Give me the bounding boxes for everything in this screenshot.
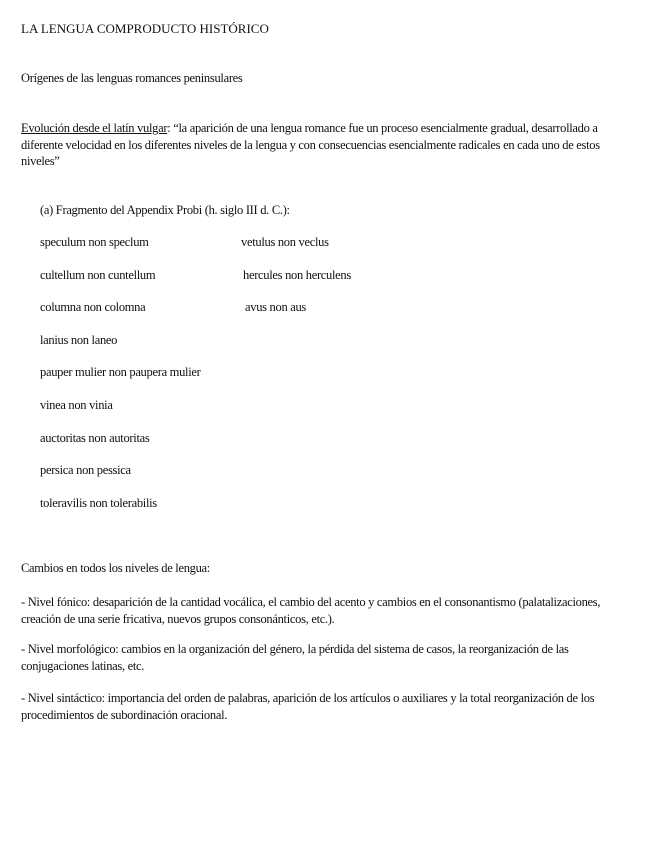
evolution-label: Evolución desde el latín vulgar <box>21 121 168 135</box>
change-item-sintactico: - Nivel sintáctico: importancia del orden de palabras, aparición de los artículos o auxiliares y la total reorganización de los procedimientos de subordinación oracional. <box>21 691 595 722</box>
evolution-paragraph <box>21 120 633 170</box>
change-item-fonico: - Nivel fónico: desaparición de la cantidad vocálica, el cambio del acento y cambios en el consonantismo (palatalizaciones, creación de una serie fricativa, nuevos grupos consonánticos, etc.). <box>21 595 601 626</box>
changes-heading: Cambios en todos los niveles de lengua: <box>21 561 210 575</box>
section-subtitle: Orígenes de las lenguas romances peninsulares <box>21 71 243 85</box>
page-title: LA LENGUA COMPRODUCTO HISTÓRICO <box>21 21 269 36</box>
change-item-morfologico: - Nivel morfológico: cambios en la organización del género, la pérdida del sistema de casos, la reorganización de las conjugaciones latinas, etc. <box>21 642 569 673</box>
appendix-heading: (a) Fragmento del Appendix Probi (h. siglo III d. C.): <box>40 203 290 217</box>
appendix-row-right: avus non aus <box>245 300 306 314</box>
evolution-text: : “la aparición de una lengua romance fue un proceso esencialmente gradual, desarrollado a diferente velocidad en los diferentes niveles de la lengua y con consecuencias esencialmente radicales en cada uno de estos niveles” <box>21 121 600 168</box>
appendix-row-left: speculum non speclum <box>40 235 149 249</box>
appendix-row-left: lanius non laneo <box>40 333 118 347</box>
appendix-row-left: toleravilis non tolerabilis <box>40 496 157 510</box>
appendix-row-left: pauper mulier non paupera mulier <box>40 365 201 379</box>
appendix-row-left: persica non pessica <box>40 463 131 477</box>
appendix-row-left: columna non colomna <box>40 300 146 314</box>
appendix-row-left: cultellum non cuntellum <box>40 268 156 282</box>
appendix-row-right: hercules non herculens <box>243 268 351 282</box>
appendix-row-right: vetulus non veclus <box>241 235 329 249</box>
appendix-row-left: vinea non vinia <box>40 398 113 412</box>
appendix-row-left: auctoritas non autoritas <box>40 431 150 445</box>
